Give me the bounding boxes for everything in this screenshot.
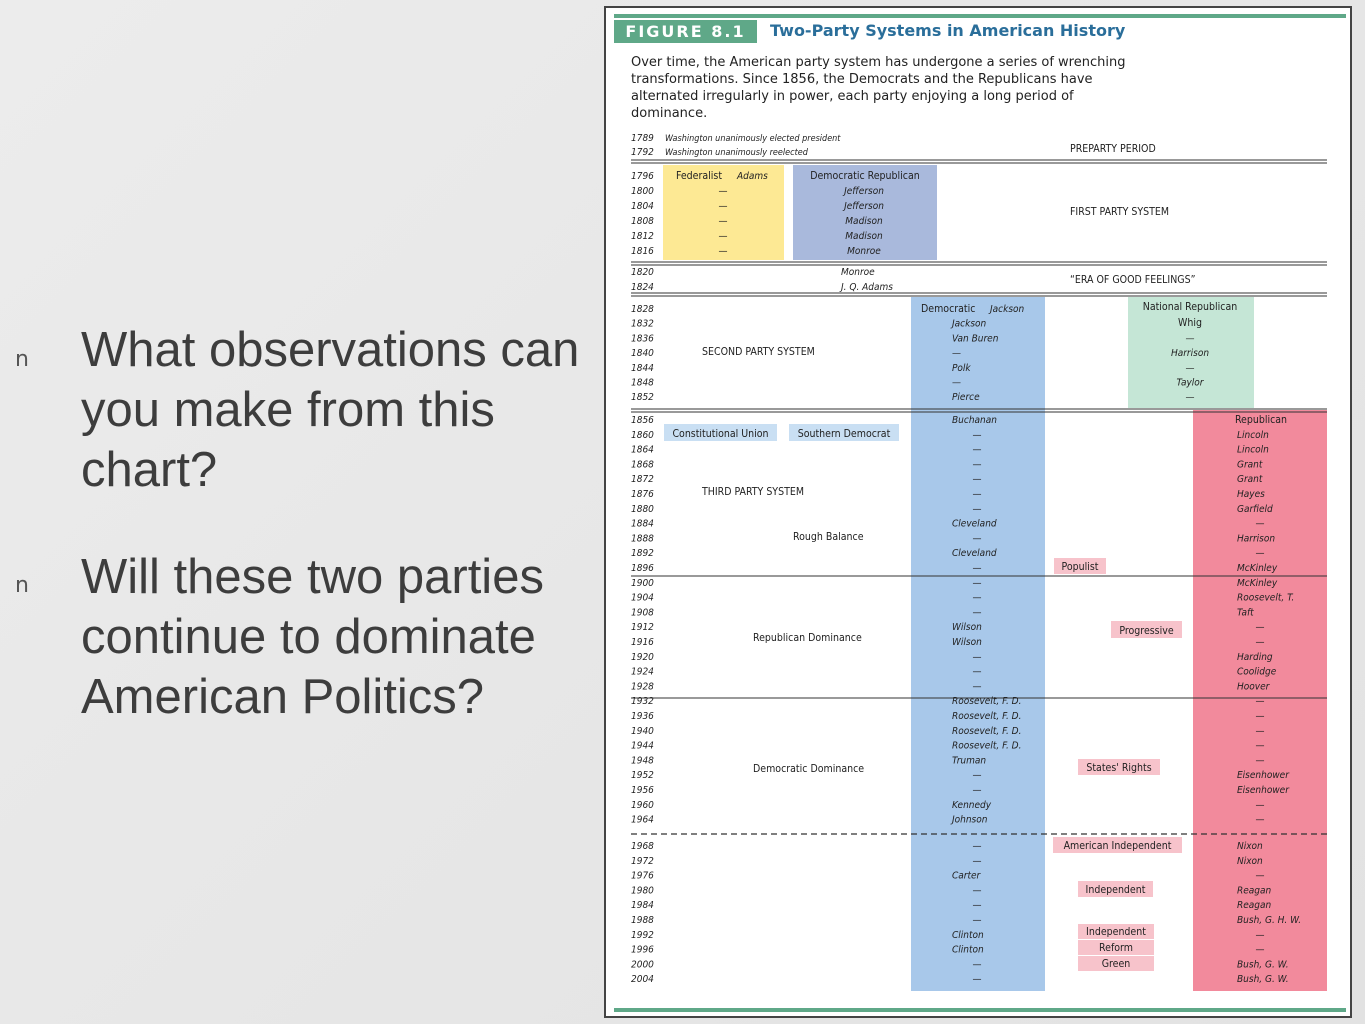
- democratic-cell: —: [972, 503, 982, 515]
- democratic-cell: —: [972, 607, 982, 619]
- party-header-national-republican: National Republican: [1142, 301, 1238, 313]
- dem-rep-cell: Madison: [845, 216, 883, 227]
- republican-cell: —: [1255, 711, 1265, 722]
- year-label: 1868: [631, 459, 654, 471]
- year-label: 1792: [631, 147, 654, 158]
- republican-cell: —: [1255, 799, 1265, 811]
- democratic-cell: —: [972, 770, 982, 782]
- dem-rep-cell: Monroe: [847, 246, 881, 257]
- year-label: 1948: [631, 755, 654, 767]
- figure-caption: Over time, the American party system has undergone a series of wrenching transformations. Since 1856, the Democrats and the Republicans have alternated irregularly in power, each party enjoying a long period of dominance.: [631, 55, 1126, 121]
- democratic-cell: Clinton: [952, 944, 984, 956]
- winner-name: Jackson: [990, 304, 1025, 315]
- year-label: 1980: [631, 885, 654, 897]
- whig-cell: —: [1185, 333, 1195, 345]
- democratic-cell: Kennedy: [952, 799, 992, 811]
- democratic-cell: Roosevelt, F. D.: [952, 696, 1022, 708]
- year-label: 1932: [631, 696, 654, 708]
- democratic-cell: —: [972, 681, 982, 693]
- democratic-cell: —: [972, 459, 982, 471]
- republican-cell: —: [1255, 696, 1265, 708]
- federalist-cell: —: [718, 201, 728, 212]
- minor-party-independent-1980-label: Independent: [1085, 884, 1146, 896]
- year-label: 2000: [631, 959, 654, 971]
- phase-label-rough-balance: Rough Balance: [793, 531, 864, 543]
- year-label: 1896: [631, 563, 654, 574]
- period-label-era-good-feelings: “ERA OF GOOD FEELINGS”: [1070, 274, 1196, 286]
- dem-rep-cell: Jefferson: [844, 186, 884, 197]
- year-label: 1836: [631, 333, 654, 345]
- year-label: 1860: [631, 429, 654, 441]
- year-label: 1820: [631, 267, 654, 278]
- year-label: 1916: [631, 637, 654, 648]
- figure-panel: [604, 6, 1352, 1018]
- republican-cell: —: [1255, 548, 1265, 560]
- bullet-text-parties: Will these two parties continue to dominate American Politics?: [81, 550, 544, 724]
- democratic-cell: —: [972, 885, 982, 897]
- year-label: 1988: [631, 915, 654, 926]
- republican-cell: Nixon: [1237, 855, 1263, 867]
- year-label: 1844: [631, 362, 654, 374]
- year-label: 1900: [631, 577, 654, 589]
- minor-party-constitutional-union-label: Constitutional Union: [672, 428, 769, 440]
- democratic-cell: —: [972, 474, 982, 486]
- democratic-cell: Cleveland: [952, 548, 997, 560]
- year-label: 1884: [631, 518, 654, 530]
- year-label: 1796: [631, 171, 654, 182]
- year-label: 1828: [631, 304, 654, 315]
- republican-cell: —: [1255, 622, 1265, 634]
- republican-cell: —: [1255, 725, 1265, 737]
- minor-party-independent-1992-label: Independent: [1086, 926, 1146, 938]
- prelude-note: Washington unanimously reelected: [665, 148, 808, 158]
- republican-cell: Roosevelt, T.: [1237, 592, 1295, 604]
- democratic-cell: —: [972, 841, 982, 852]
- bullet-marker: n: [15, 573, 29, 598]
- year-label: 1848: [631, 377, 654, 389]
- democratic-cell: —: [972, 533, 982, 545]
- democratic-cell: —: [972, 563, 982, 574]
- year-label: 1892: [631, 548, 654, 560]
- year-label: 1952: [631, 770, 654, 782]
- democratic-cell: —: [972, 489, 982, 500]
- democratic-cell: —: [972, 577, 982, 589]
- minor-party-green-label: Green: [1101, 958, 1131, 970]
- year-label: 2004: [631, 974, 654, 986]
- period-label-second-system: SECOND PARTY SYSTEM: [702, 346, 815, 358]
- republican-cell: Eisenhower: [1237, 770, 1289, 782]
- democratic-cell: Buchanan: [952, 415, 997, 426]
- year-label: 1920: [631, 651, 654, 663]
- republican-cell: McKinley: [1237, 563, 1278, 574]
- republican-cell: Reagan: [1237, 900, 1272, 912]
- year-label: 1968: [631, 841, 654, 852]
- republican-cell: —: [1255, 814, 1265, 826]
- republican-cell: Grant: [1237, 459, 1263, 471]
- republican-cell: Eisenhower: [1237, 785, 1289, 796]
- year-label: 1864: [631, 444, 654, 456]
- year-label: 1856: [631, 415, 654, 426]
- democratic-cell: —: [972, 666, 982, 678]
- democratic-cell: Wilson: [952, 637, 982, 648]
- republican-cell: Hayes: [1237, 489, 1265, 500]
- democratic-cell: —: [972, 900, 982, 912]
- year-label: 1804: [631, 201, 654, 212]
- democratic-cell: Jackson: [952, 318, 987, 330]
- democratic-cell: —: [952, 348, 961, 360]
- year-label: 1908: [631, 607, 654, 619]
- year-label: 1800: [631, 186, 654, 197]
- year-label: 1876: [631, 489, 654, 500]
- democratic-cell: —: [972, 974, 982, 986]
- democratic-cell: Van Buren: [952, 333, 999, 345]
- year-label: 1912: [631, 622, 654, 634]
- federalist-cell: —: [718, 246, 728, 257]
- year-label: 1936: [631, 711, 654, 722]
- minor-party-reform-label: Reform: [1099, 942, 1133, 954]
- republican-cell: Harding: [1237, 651, 1273, 663]
- minor-party-progressive-label: Progressive: [1119, 625, 1174, 637]
- period-label-first-system: FIRST PARTY SYSTEM: [1070, 206, 1170, 218]
- year-label: 1928: [631, 681, 654, 693]
- party-header-democratic: Democratic: [921, 303, 976, 315]
- federalist-cell: —: [718, 216, 728, 227]
- republican-cell: —: [1255, 755, 1265, 767]
- party-header-federalist: Federalist: [676, 170, 723, 182]
- year-label: 1960: [631, 799, 654, 811]
- democratic-cell: Pierce: [952, 392, 980, 404]
- year-label: 1816: [631, 246, 654, 257]
- year-label: 1880: [631, 503, 654, 515]
- phase-label-democratic-dominance: Democratic Dominance: [753, 763, 865, 775]
- republican-cell: Bush, G. H. W.: [1237, 915, 1302, 926]
- whig-cell: —: [1185, 362, 1195, 374]
- republican-cell: McKinley: [1237, 577, 1278, 589]
- whig-cell: Harrison: [1170, 348, 1210, 360]
- year-label: 1956: [631, 785, 654, 796]
- minor-party-populist-label: Populist: [1061, 561, 1099, 573]
- year-label: 1832: [631, 318, 654, 330]
- year-label: 1964: [631, 814, 654, 826]
- year-label: 1808: [631, 216, 654, 227]
- year-label: 1789: [631, 133, 654, 144]
- federalist-cell: —: [718, 186, 728, 197]
- figure-title: Two-Party Systems in American History: [770, 21, 1126, 40]
- year-label: 1972: [631, 855, 654, 867]
- period-label-preparty: PREPARTY PERIOD: [1070, 143, 1156, 155]
- republican-cell: Lincoln: [1237, 429, 1269, 441]
- democratic-cell: —: [972, 959, 982, 971]
- republican-cell: —: [1255, 944, 1265, 956]
- republican-cell: Hoover: [1237, 681, 1270, 693]
- republican-cell: Coolidge: [1237, 666, 1277, 678]
- republican-cell: Grant: [1237, 474, 1263, 486]
- year-label: 1924: [631, 666, 654, 678]
- republican-cell: Nixon: [1237, 841, 1263, 852]
- democratic-cell: —: [972, 915, 982, 926]
- republican-cell: Bush, G. W.: [1237, 974, 1289, 986]
- democratic-cell: Roosevelt, F. D.: [952, 740, 1022, 752]
- democratic-cell: Truman: [952, 755, 987, 767]
- year-label: 1984: [631, 900, 654, 912]
- democratic-cell: Roosevelt, F. D.: [952, 711, 1022, 722]
- democratic-cell: Johnson: [952, 814, 988, 826]
- whig-cell: —: [1185, 392, 1195, 404]
- republican-cell: —: [1255, 929, 1265, 941]
- minor-party-american-independent-label: American Independent: [1063, 840, 1172, 852]
- democratic-cell: —: [972, 651, 982, 663]
- year-label: 1944: [631, 740, 654, 752]
- winner-name: Adams: [737, 171, 768, 182]
- figure-tag: FIGURE 8.1: [614, 20, 757, 43]
- dem-rep-cell: Jefferson: [844, 201, 884, 212]
- democratic-cell: —: [972, 785, 982, 796]
- bullet-marker: n: [15, 347, 29, 372]
- republican-cell: Lincoln: [1237, 444, 1269, 456]
- minor-party-states-rights-label: States' Rights: [1086, 762, 1152, 774]
- year-label: 1904: [631, 592, 654, 604]
- republican-cell: —: [1255, 637, 1265, 648]
- republican-cell: Garfield: [1237, 503, 1273, 515]
- year-label: 1992: [631, 929, 654, 941]
- year-label: 1888: [631, 533, 654, 545]
- year-label: 1840: [631, 348, 654, 360]
- year-label: 1872: [631, 474, 654, 486]
- republican-cell: —: [1255, 740, 1265, 752]
- democratic-cell: —: [972, 429, 982, 441]
- democratic-cell: —: [972, 592, 982, 604]
- minor-party-southern-democrat-label: Southern Democrat: [797, 428, 891, 440]
- year-label: 1824: [631, 282, 654, 293]
- republican-cell: —: [1255, 870, 1265, 882]
- winner-name: Monroe: [841, 267, 875, 278]
- democratic-cell: Polk: [952, 362, 971, 374]
- democratic-cell: Cleveland: [952, 518, 997, 530]
- republican-cell: Reagan: [1237, 885, 1272, 897]
- dem-rep-cell: Madison: [845, 231, 883, 242]
- party-header-democratic-republican: Democratic Republican: [810, 170, 920, 182]
- bullet-text-observations: What observations can you make from this chart?: [81, 323, 580, 497]
- year-label: 1996: [631, 944, 654, 956]
- party-systems-diagram: [606, 8, 1350, 1016]
- figure-bottom-rule: [614, 1008, 1346, 1012]
- republican-cell: Bush, G. W.: [1237, 959, 1289, 971]
- democratic-cell: Wilson: [952, 622, 982, 634]
- democratic-cell: —: [952, 377, 961, 389]
- period-label-third-system: THIRD PARTY SYSTEM: [702, 486, 804, 498]
- republican-cell: Taft: [1237, 607, 1254, 619]
- party-header-whig: Whig: [1178, 317, 1202, 329]
- federalist-cell: —: [718, 231, 728, 242]
- prelude-note: Washington unanimously elected president: [665, 134, 841, 144]
- democratic-cell: Clinton: [952, 929, 984, 941]
- year-label: 1976: [631, 870, 654, 882]
- republican-cell: Harrison: [1237, 533, 1276, 545]
- year-label: 1812: [631, 231, 654, 242]
- whig-cell: Taylor: [1176, 377, 1204, 389]
- phase-label-republican-dominance: Republican Dominance: [753, 632, 862, 644]
- year-label: 1940: [631, 725, 654, 737]
- party-header-republican: Republican: [1234, 414, 1288, 426]
- democratic-cell: Carter: [952, 870, 981, 882]
- democratic-cell: —: [972, 855, 982, 867]
- democratic-cell: —: [972, 444, 982, 456]
- democratic-cell: Roosevelt, F. D.: [952, 725, 1022, 737]
- winner-name: J. Q. Adams: [841, 282, 893, 293]
- republican-cell: —: [1255, 518, 1265, 530]
- year-label: 1852: [631, 392, 654, 404]
